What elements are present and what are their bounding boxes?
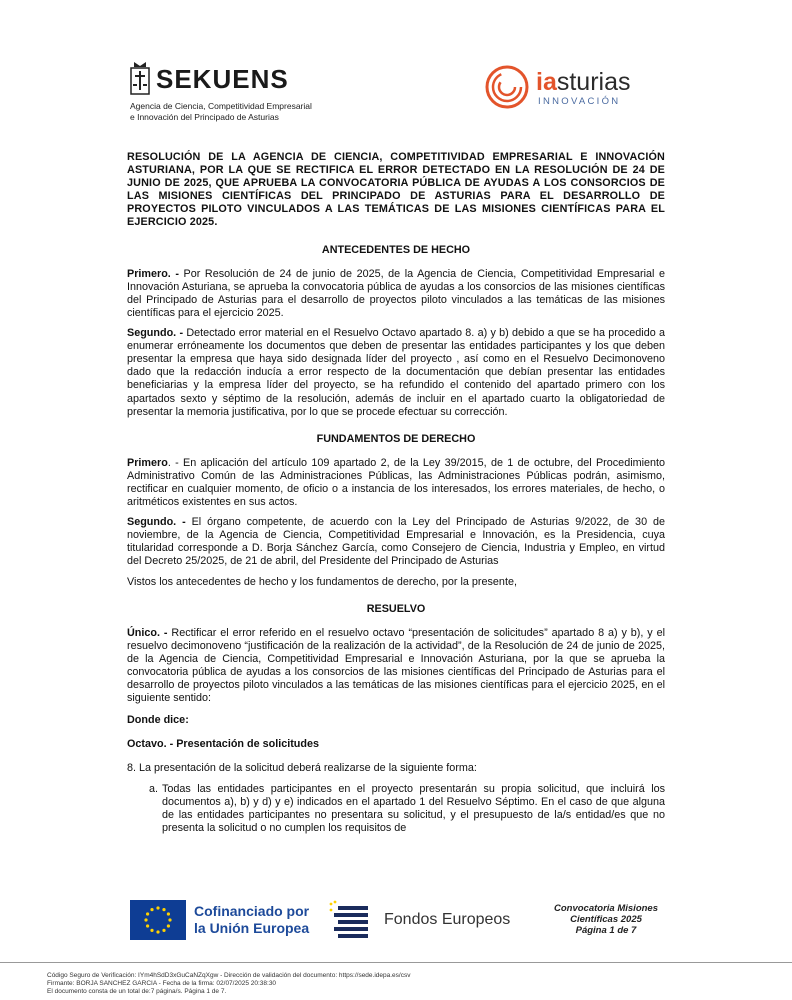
fundamentos-segundo: Segundo. - El órgano competente, de acuerdo con la Ley del Principado de Asturias 9/2022, de 30 de noviembre, de la Agencia de Ciencia, Competitividad Empresarial e Innovación, es la Presidencia, cuya titularidad corresponde a D. Borja Sánchez García, como Consejero de Ciencia, Industria y Empleo, en virtud del Decreto 25/2025, de 21 de abril, del Presidente del Principado de Asturias	[127, 516, 665, 568]
validation-line1: Código Seguro de Verificación: IYm4hSdD3xGuCaNZqXgw - Dirección de validación del documento: https://sede.idepa.es/csv	[47, 972, 411, 979]
list-item-a-label: a.	[149, 782, 159, 795]
eu-cofinanciado-logo	[130, 898, 322, 942]
antecedentes-heading: ANTECEDENTES DE HECHO	[321, 243, 471, 256]
iasturias-subtitle: INNOVACIÓN	[538, 96, 621, 107]
iasturias-logo	[484, 62, 644, 112]
antecedentes-primero: Primero. - Por Resolución de 24 de junio de 2025, de la Agencia de Ciencia, Competitividad Empresarial e Innovación Asturiana, se aprueba la convocatoria pública de ayudas a los consorcios de las misiones científicas del Principado de Asturias para el desarrollo de proyectos piloto vinculados a las temáticas de las misiones científicas para el ejercicio 2025.	[127, 267, 665, 319]
iasturias-swirl-icon	[484, 64, 530, 110]
page-info	[540, 903, 672, 936]
list-item-a	[127, 783, 665, 835]
eu-cofinanciado-text: Cofinanciado por la Unión Europea	[194, 903, 310, 936]
footer-divider	[0, 962, 792, 963]
page-number: Página 1 de 7	[575, 925, 637, 936]
sekuens-logo	[128, 60, 328, 126]
sekuens-subtitle: Agencia de Ciencia, Competitividad Empresarial e Innovación del Principado de Asturias	[130, 101, 312, 122]
fundamentos-heading: FUNDAMENTOS DE DERECHO	[316, 432, 476, 445]
resuelvo-heading: RESUELVO	[366, 602, 426, 615]
sekuens-brand: SEKUENS	[156, 64, 289, 94]
asturias-coat-of-arms-icon	[128, 60, 152, 96]
fundamentos-primero: Primero. - En aplicación del artículo 109 apartado 2, de la Ley 39/2015, de 1 de octubre, del Procedimiento Administrativo Común de las Administraciones Públicas, las Administraciones Públicas podrán, asimismo, rectificar en cualquier momento, de oficio o a instancia de los interesados, los errores materiales, de hecho, o aritméticos existentes en sus actos.	[127, 456, 665, 509]
iasturias-brand: iasturias	[536, 68, 631, 96]
list-item-a-text: Todas las entidades participantes en el proyecto presentarán su propia solicitud, que incluirá los documentos a), b) y d) y e) indicados en el apartado 1 del Resuelvo Séptimo. En el caso de que alguna de las entidades participantes no presentara su solicitud, y el presupuesto de la/s entidad/es que no presenta la solicitud o no cumplen los requisitos de	[162, 782, 665, 834]
resolution-title: RESOLUCIÓN DE LA AGENCIA DE CIENCIA, COMPETITIVIDAD EMPRESARIAL E INNOVACIÓN ASTURIANA, POR LA QUE SE RECTIFICA EL ERROR DETECTADO EN LA RESOLUCIÓN DE 24 DE JUNIO DE 2025, QUE APRUEBA LA CONVOCATORIA PÚBLICA DE AYUDAS A LOS CONSORCIOS DE LAS MISIONES CIENTÍFICAS DEL PRINCIPADO DE ASTURIAS PARA EL DESARROLLO DE PROYECTOS PILOTO VINCULADOS A LAS TEMÁTICAS DE LAS MISIONES CIENTÍFICAS PARA EL EJERCICIO 2025.	[127, 151, 665, 229]
donde-dice-label: Donde dice:	[127, 714, 189, 727]
validation-block	[47, 972, 410, 995]
antecedentes-segundo: Segundo. - Detectado error material en el Resuelvo Octavo apartado 8. a) y b) debido a que se ha procedido a enumerar erróneamente los documentos que deben de presentar las entidades participantes y los que deben presentar la empresa que haya sido designada líder del proyecto , así como en el Resuelvo Decimonoveno dado que la redacción inducía a error respecto de la documentación que debían presentar las entidades beneficiarias y la empresa líder del proyecto, se ha refundido el contenido del apartado primero con los apartados sexto y séptimo de la resolución, además de incluir en el apartado cuarto la obligatoriedad de presentar la memoria justificativa, por lo que se procede efectuar su corrección.	[127, 327, 665, 418]
validation-line3: El documento consta de un total de:7 página/s. Página 1 de 7.	[47, 987, 227, 995]
validation-line2: Firmante: BORJA SANCHEZ GARCIA - Fecha de la firma: 02/07/2025 20:38:30	[47, 979, 277, 987]
eu-flag-icon	[130, 900, 186, 940]
item-8: 8. La presentación de la solicitud deberá realizarse de la siguiente forma:	[127, 762, 477, 775]
resuelvo-unico: Único. - Rectificar el error referido en el resuelvo octavo “presentación de solicitudes” apartado 8 a) y b), y el resuelvo decimonoveno “justificación de la realización de la actividad”, de la Resolución de 24 de junio de 2025, de la Agencia de Ciencia, Competitividad Empresarial e Innovación Asturiana, por la que se aprueba la convocatoria pública de ayudas a los consorcios de las misiones científicas del Principado de Asturias para el desarrollo de proyectos piloto vinculados a las temáticas de las misiones científicas para el ejercicio 2025, en el siguiente sentido:	[127, 626, 666, 705]
fondos-europeos-icon	[328, 900, 374, 940]
convocatoria-line2: Científicas 2025	[570, 914, 642, 925]
vistos-paragraph: Vistos los antecedentes de hecho y los fundamentos de derecho, por la presente,	[127, 575, 517, 588]
fondos-europeos-logo	[328, 900, 518, 940]
document-body	[127, 151, 665, 835]
fondos-europeos-text: Fondos Europeos	[384, 911, 511, 928]
octavo-heading: Octavo. - Presentación de solicitudes	[127, 738, 320, 751]
convocatoria-line1: Convocatoria Misiones	[554, 903, 658, 914]
